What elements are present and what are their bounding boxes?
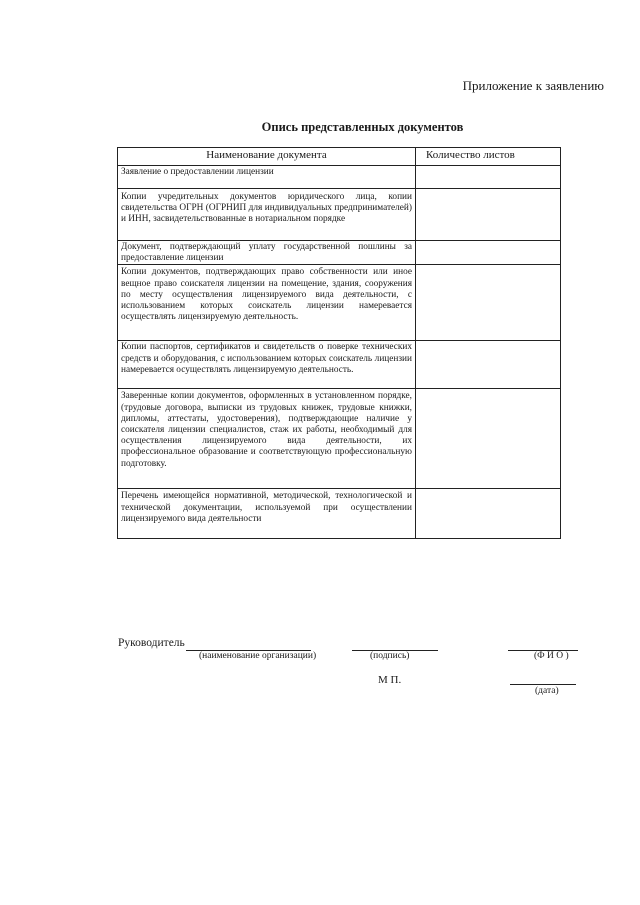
row-document-name: Копии документов, подтверждающих право собственности или иное вещное право соискателя лицензии на помещение, здания, сооружения по месту осуществления лицензируемого вида деятельности, с использованием которых соискатель лицензии намеревается осуществлять лицензируемую деятельность. <box>118 265 416 341</box>
fio-caption: (Ф И О ) <box>534 651 569 661</box>
organization-caption: (наименование организации) <box>199 651 317 661</box>
appendix-label: Приложение к заявлению <box>462 78 604 93</box>
row-sheet-count[interactable] <box>416 489 561 539</box>
row-sheet-count[interactable] <box>416 265 561 341</box>
row-document-name: Копии паспортов, сертификатов и свидетельств о поверке технических средств и оборудования, с использованием которых соискатель лицензии намеревается осуществлять лицензируемую деятельность. <box>118 341 416 389</box>
document-title: Опись представленных документов <box>261 120 464 134</box>
table-row <box>118 389 561 489</box>
row-sheet-count[interactable] <box>416 341 561 389</box>
table-row <box>118 189 561 241</box>
row-document-name: Документ, подтверждающий уплату государственной пошлины за предоставление лицензии <box>118 241 416 265</box>
row-sheet-count[interactable] <box>416 189 561 241</box>
row-sheet-count[interactable] <box>416 389 561 489</box>
table-row <box>118 489 561 539</box>
manager-label: Руководитель <box>118 637 185 649</box>
row-document-name: Заверенные копии документов, оформленных в установленном порядке, (трудовые договора, выписки из трудовых книжек, трудовые книжки, дипломы, аттестаты, удостоверения), подтверждающие наличие у соискателя лицензии специалистов, стаж их работы, необходимый для осуществления лицензируемого вида деятельности, их профессиональное образование и соответствующую профессиональную подготовку. <box>118 389 416 489</box>
row-document-name: Заявление о предоставлении лицензии <box>118 166 416 189</box>
stamp-place-label: М П. <box>378 674 402 686</box>
table-row <box>118 341 561 389</box>
table-row <box>118 166 561 189</box>
documents-table <box>117 147 561 539</box>
row-document-name: Перечень имеющейся нормативной, методической, технологической и технической документации, используемой при осуществлении лицензируемого вида деятельности <box>118 489 416 539</box>
row-sheet-count[interactable] <box>416 166 561 189</box>
date-line[interactable] <box>510 684 576 685</box>
row-document-name: Копии учредительных документов юридического лица, копии свидетельства ОГРН (ОГРНИП для индивидуальных предпринимателей) и ИНН, засвидетельствованные в нотариальном порядке <box>118 189 416 241</box>
header-document-name: Наименование документа <box>118 148 416 166</box>
row-sheet-count[interactable] <box>416 241 561 265</box>
signature-caption: (подпись) <box>370 651 410 661</box>
header-sheet-count: Количество листов <box>416 148 561 166</box>
date-caption: (дата) <box>535 686 559 696</box>
table-row <box>118 265 561 341</box>
table-row <box>118 241 561 265</box>
table-header-row <box>118 148 561 166</box>
